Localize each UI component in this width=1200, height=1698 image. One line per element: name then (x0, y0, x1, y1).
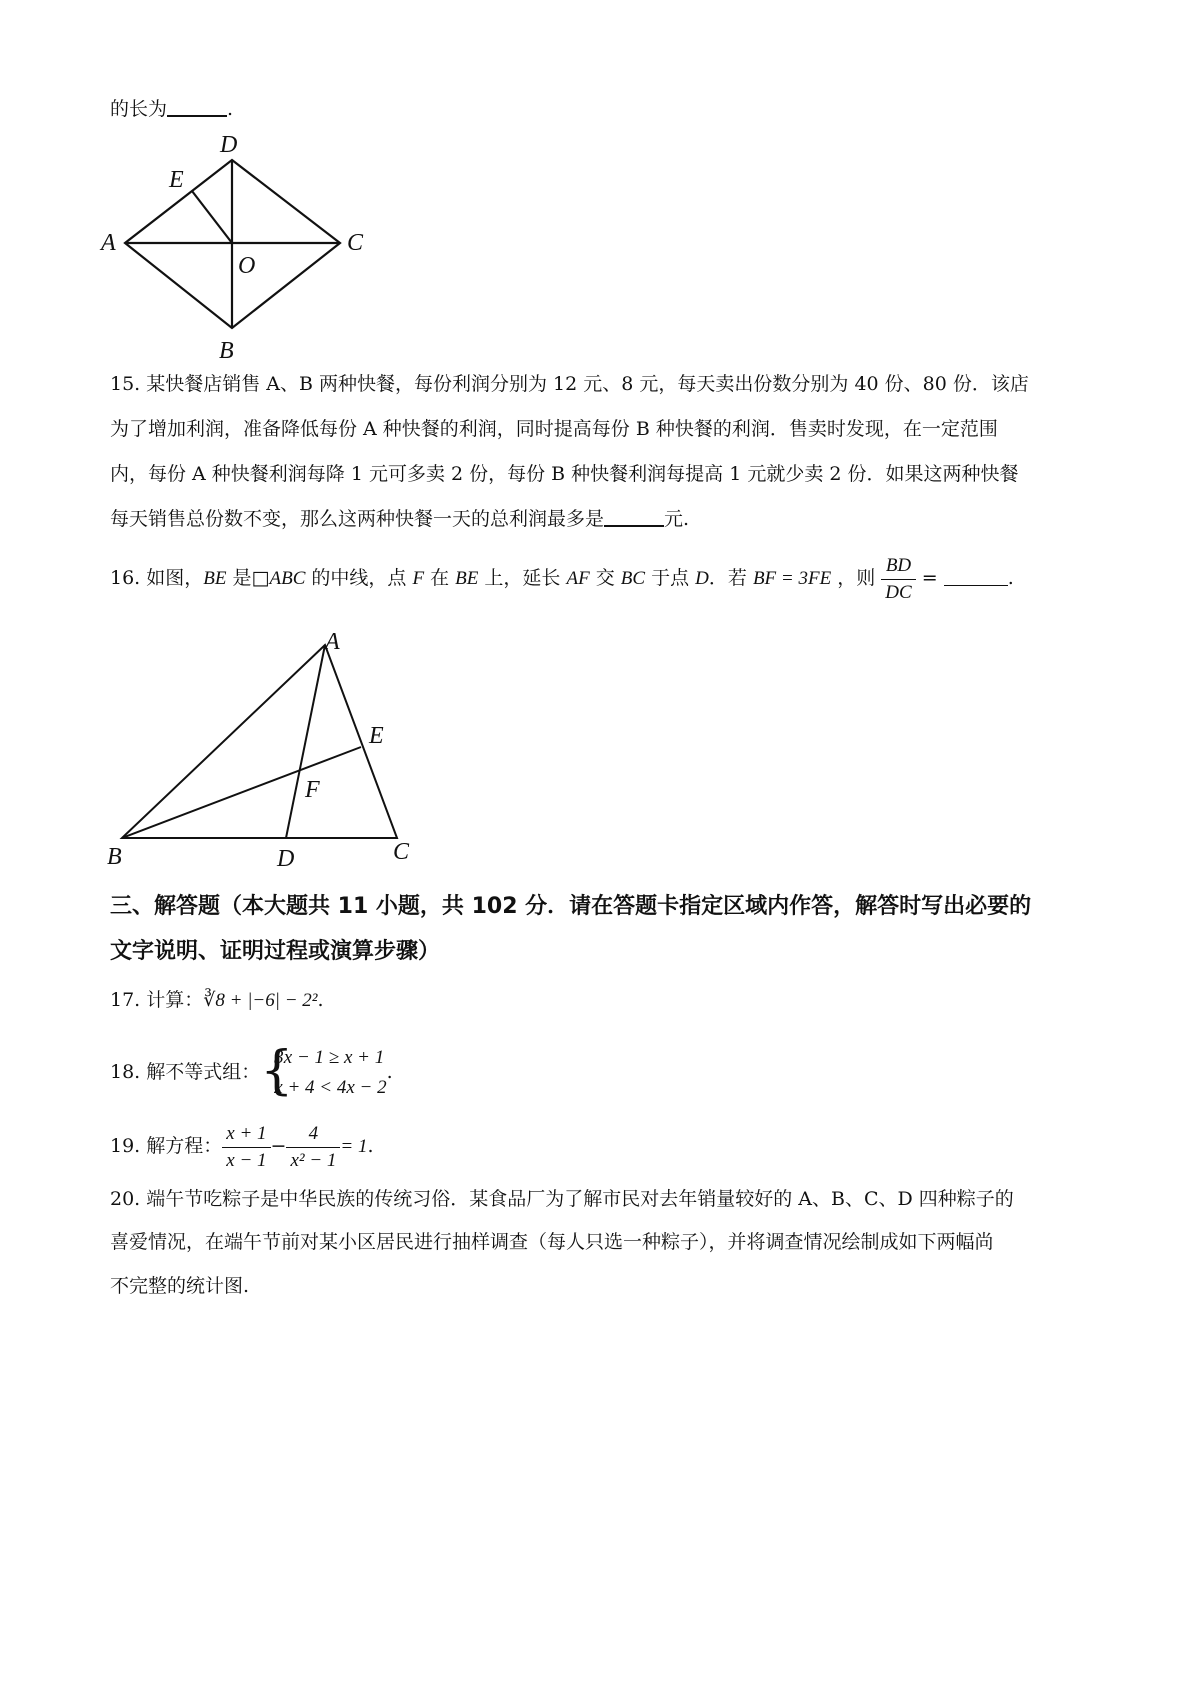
q19-label: 19. 解方程： (110, 1135, 223, 1157)
label-b: B (107, 844, 122, 870)
q15-line-4 (110, 505, 689, 533)
q16-fraction (881, 553, 915, 606)
q18 (110, 1040, 393, 1104)
segment-ad (286, 645, 325, 838)
q14-tail (110, 95, 233, 123)
label-e: E (169, 167, 184, 193)
q16-eq: = (915, 567, 944, 589)
q16-frac-den: DC (885, 581, 912, 603)
q16-t7: ．若 (708, 567, 753, 589)
section-3-heading-line-1: 三、解答题（本大题共 11 小题，共 102 分．请在答题卡指定区域内作答，解答时写出必要的 (110, 894, 1032, 919)
q19-f2-den: x² − 1 (290, 1149, 337, 1171)
q19-rhs: = 1 (340, 1136, 368, 1157)
q19-fraction-1 (222, 1121, 270, 1174)
q16-end: . (1007, 567, 1014, 589)
q16-f: F (412, 568, 425, 589)
q20-line-2: 喜爱情况，在端午节前对某小区居民进行抽样调查（每人只选一种粽子），并将调查情况绘制成如下两幅尚 (110, 1231, 994, 1253)
q16-be2: BE (455, 568, 479, 589)
triangle-abc (122, 645, 397, 838)
q16-t5: 交 (589, 567, 621, 589)
label-b: B (219, 338, 234, 364)
q16-t6: 于点 (645, 567, 696, 589)
q19-f2-num: 4 (286, 1121, 340, 1148)
segment-be (122, 747, 361, 838)
q15-line-3: 内，每份 A 种快餐利润每降 1 元可多卖 2 份，每份 B 种快餐利润每提高 1 元就少卖 2 份．如果这两种快餐 (110, 463, 1019, 485)
q15-line-2: 为了增加利润，准备降低每份 A 种快餐的利润，同时提高每份 B 种快餐的利润．售卖时发现，在一定范围 (110, 418, 998, 440)
q16-t2: 的中线，点 (305, 567, 413, 589)
q16-t4: 上，延长 (478, 567, 567, 589)
label-o: O (238, 253, 256, 279)
q18-brace: { (260, 1041, 294, 1101)
q18-label: 18. 解不等式组： (110, 1061, 261, 1083)
q15-line-1: 15. 某快餐店销售 A、B 两种快餐，每份利润分别为 12 元、8 元，每天卖出份数分别为 40 份、80 份．该店 (110, 373, 1029, 395)
q16-bc: BC (620, 568, 646, 589)
label-e: E (369, 723, 384, 749)
label-a: A (101, 230, 116, 256)
q15-line-4-text: 每天销售总份数不变，那么这两种快餐一天的总利润最多是 (110, 508, 605, 530)
rhombus-figure (95, 130, 385, 365)
q18-row-1: 3x − 1 ≥ x + 1 (274, 1047, 385, 1068)
q19-minus: − (270, 1135, 287, 1157)
q16-t8: ，则 (831, 567, 882, 589)
q16-line (110, 552, 1014, 606)
q17-end: . (317, 989, 324, 1011)
q20-line-3: 不完整的统计图. (110, 1275, 250, 1297)
q17-expression: ∛8 + |−6| − 2² (203, 990, 318, 1011)
q14-answer-blank (167, 95, 227, 117)
q19-fraction-2 (286, 1121, 340, 1174)
q20-line-1: 20. 端午节吃粽子是中华民族的传统习俗．某食品厂为了解市民对去年销量较好的 A、B、C、D 四种粽子的 (110, 1188, 1014, 1210)
q16-abc: ABC (269, 568, 306, 589)
q18-system (260, 1043, 386, 1103)
q18-row-2: x + 4 < 4x − 2 (274, 1077, 387, 1098)
label-c: C (347, 230, 364, 256)
q19-f1-den: x − 1 (226, 1149, 267, 1171)
label-c: C (393, 839, 410, 865)
q19-end: . (367, 1135, 374, 1157)
label-a: A (325, 629, 340, 655)
q16-answer-blank (944, 565, 1008, 586)
q17-label: 17. 计算： (110, 989, 204, 1011)
q16-condition: BF = 3FE (752, 568, 832, 589)
segment-eo (192, 191, 232, 243)
q16-af: AF (566, 568, 590, 589)
q14-tail-end: . (227, 98, 234, 120)
q16-t1: 是 (226, 567, 252, 589)
q16-box: □ (251, 567, 270, 589)
q19-f1-num: x + 1 (222, 1121, 270, 1148)
q15-line-4-end: 元. (664, 508, 690, 530)
section-3-heading-line-2: 文字说明、证明过程或演算步骤） (110, 939, 441, 964)
q16-be: BE (203, 568, 227, 589)
q19 (110, 1118, 374, 1175)
triangle-figure (105, 625, 440, 880)
q16-frac-num: BD (881, 553, 915, 580)
q15-answer-blank (604, 505, 664, 527)
label-d: D (220, 132, 238, 158)
q14-tail-text: 的长为 (110, 98, 168, 120)
q16-t3: 在 (424, 567, 456, 589)
q16-prefix: 16. 如图， (110, 567, 204, 589)
q18-end: . (386, 1061, 393, 1083)
label-f: F (305, 777, 320, 803)
q17 (110, 986, 324, 1015)
label-d: D (277, 846, 295, 872)
q16-d: D (695, 568, 709, 589)
